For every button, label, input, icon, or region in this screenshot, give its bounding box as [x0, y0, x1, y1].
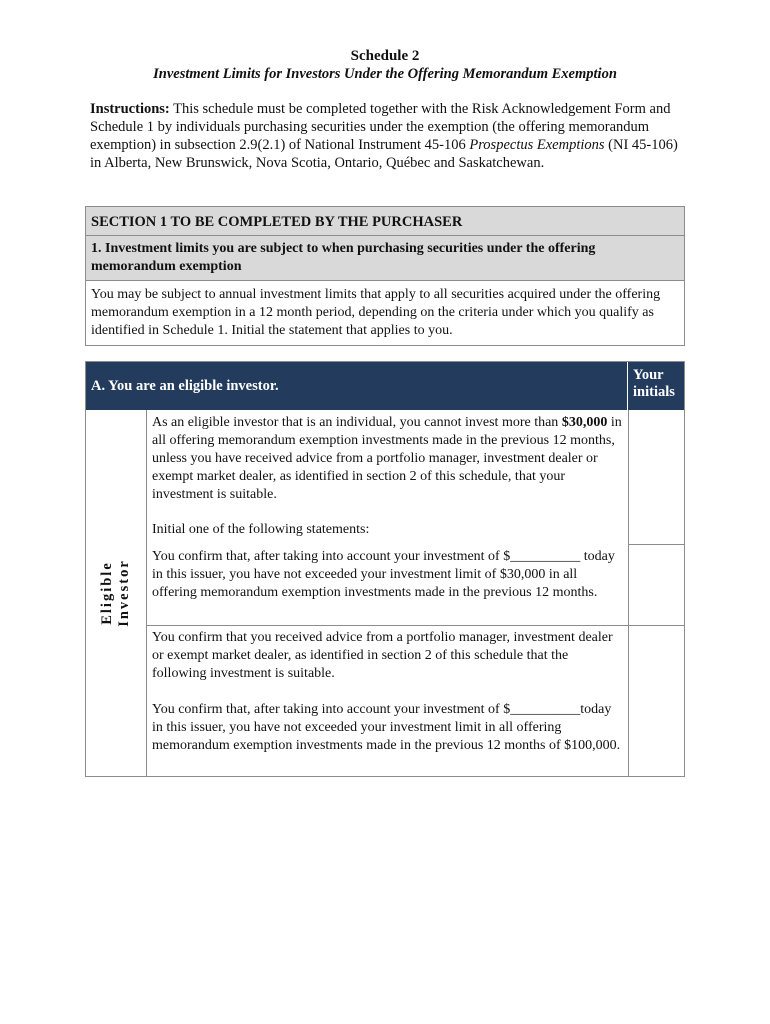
- intro-text-1: As an eligible investor that is an individual, you cannot invest more than: [152, 415, 562, 430]
- instructions-label: Instructions:: [90, 101, 170, 117]
- instructions-italic: Prospectus Exemptions: [469, 137, 605, 153]
- intro-instruction: Initial one of the following statements:: [152, 522, 370, 537]
- instructions-text-1: This schedule must be completed together with the Risk Acknowledgement Form and Schedule 1 by individuals purchasing securities under the exemption (the offering memorandum exemption) in subsection 2.9(2.1) of National Instrument 45-106: [90, 101, 671, 153]
- section-a-heading: A. You are an eligible investor.: [86, 362, 627, 410]
- statement-2-confirmation: You confirm that, after taking into account your investment of $__________today in this issuer, you have not exceeded your investment limit in all offering memorandum exemption investments made in the previous 12 months of $100,000.: [152, 702, 621, 753]
- schedule-title: Schedule 2: [350, 48, 420, 64]
- initials-box-intro: [628, 410, 684, 544]
- divider: [147, 625, 684, 626]
- initials-box-statement-1[interactable]: [628, 544, 684, 625]
- section-a-table: [85, 361, 685, 777]
- schedule-subtitle: Investment Limits for Investors Under the Offering Memorandum Exemption: [153, 66, 617, 82]
- statement-2-cell: [147, 629, 628, 755]
- instructions-paragraph: [90, 100, 685, 172]
- eligible-investor-side-cell: [86, 410, 147, 776]
- section-1-body: You may be subject to annual investment limits that apply to all securities acquired under the offering memorandum exemption in a 12 month period, depending on the criteria under which you qualify as identified in Schedule 1. Initial the statement that applies to you.: [91, 287, 661, 338]
- section-1-table: [85, 206, 685, 346]
- initials-box-statement-2[interactable]: [628, 625, 684, 776]
- section-1-subheader: 1. Investment limits you are subject to when purchasing securities under the offering memorandum exemption: [86, 236, 684, 281]
- instructions-text-2: (NI 45-106) in Alberta, New Brunswick, Nova Scotia, Ontario, Québec and Saskatchewan.: [90, 137, 678, 171]
- statement-2-advice: You confirm that you received advice from a portfolio manager, investment dealer or exempt market dealer, as identified in section 2 of this schedule that the following investment is suitable.: [152, 630, 613, 681]
- section-1-header: SECTION 1 TO BE COMPLETED BY THE PURCHASER: [86, 207, 684, 236]
- your-initials-heading: Your initials: [627, 362, 684, 410]
- intro-text-2: in all offering memorandum exemption investments made in the previous 12 months, unless you have received advice from a portfolio manager, investment dealer or exempt market dealer, as identified in section 2 of this schedule, that your investment is suitable.: [152, 415, 622, 502]
- intro-limit-amount: $30,000: [561, 415, 608, 430]
- statement-1-cell: You confirm that, after taking into account your investment of $__________ today in this issuer, you have not exceeded your investment limit of $30,000 in all offering memorandum exemption investments made in the previous 12 months.: [152, 549, 615, 600]
- intro-paragraph: [152, 414, 624, 504]
- eligible-investor-intro: [147, 414, 628, 539]
- eligible-investor-label: Eligible Investor: [99, 559, 132, 627]
